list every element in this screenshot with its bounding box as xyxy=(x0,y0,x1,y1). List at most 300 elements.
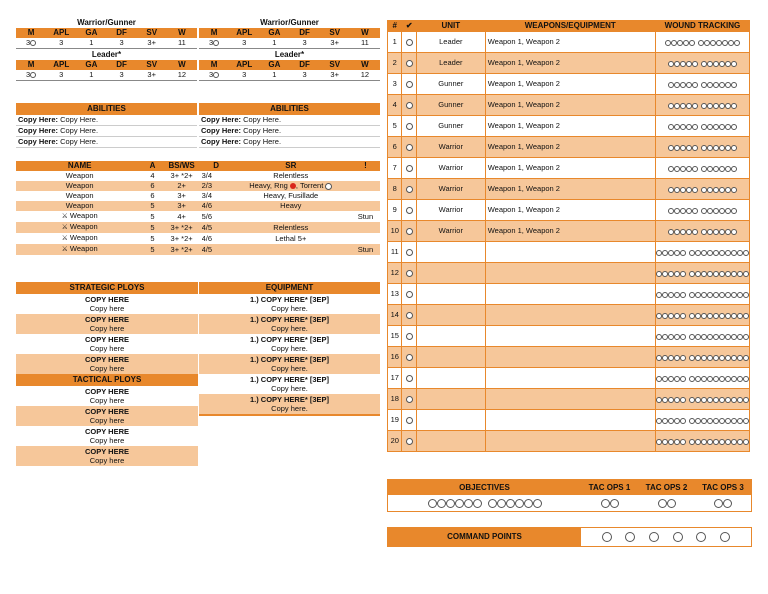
checkbox-circle-icon[interactable] xyxy=(406,291,413,298)
wound-circle-icon[interactable] xyxy=(725,313,731,319)
wound-circle-icon[interactable] xyxy=(713,334,719,340)
wound-circle-icon[interactable] xyxy=(689,40,695,46)
roster-unit: Warrior xyxy=(416,200,485,221)
ability-row xyxy=(199,137,380,148)
stat-header: M xyxy=(199,60,229,70)
wound-tracker xyxy=(655,284,749,305)
tac-ops-circles xyxy=(695,498,751,508)
tac-op-circle-icon[interactable] xyxy=(658,499,667,508)
wound-circle-icon[interactable] xyxy=(731,124,737,130)
wound-circle-icon[interactable] xyxy=(731,355,737,361)
wound-circle-icon[interactable] xyxy=(668,334,674,340)
equipment-text: Copy here. xyxy=(271,324,308,333)
wound-circle-icon[interactable] xyxy=(725,250,731,256)
roster-check xyxy=(402,368,416,389)
crossed-swords-icon: ⚔ xyxy=(61,224,70,231)
checkbox-circle-icon[interactable] xyxy=(406,270,413,277)
wound-circle-icon[interactable] xyxy=(674,292,680,298)
wound-circle-icon[interactable] xyxy=(674,418,680,424)
wound-circle-icon[interactable] xyxy=(707,334,713,340)
weapon-name: Weapon xyxy=(65,171,94,180)
wound-circle-icon[interactable] xyxy=(707,439,713,445)
tac-op-circle-icon[interactable] xyxy=(601,499,610,508)
tac-op-circle-icon[interactable] xyxy=(610,499,619,508)
wound-circle-icon[interactable] xyxy=(743,355,749,361)
wound-circle-icon[interactable] xyxy=(725,376,731,382)
stat-value: 3 xyxy=(59,38,64,47)
wound-circle-icon[interactable] xyxy=(719,313,725,319)
roster-row xyxy=(388,158,750,179)
roster-unit xyxy=(416,368,485,389)
wound-circle-icon[interactable] xyxy=(725,355,731,361)
objective-circle-icon[interactable] xyxy=(464,499,473,508)
wound-circle-icon[interactable] xyxy=(719,334,725,340)
unit-title: Leader* xyxy=(274,50,305,59)
checkbox-circle-icon[interactable] xyxy=(406,165,413,172)
wound-circle-icon[interactable] xyxy=(701,439,707,445)
wound-circle-icon[interactable] xyxy=(731,61,737,67)
roster-unit xyxy=(416,284,485,305)
wound-circle-icon[interactable] xyxy=(689,355,695,361)
wound-circle-icon[interactable] xyxy=(674,271,680,277)
wound-circle-icon[interactable] xyxy=(656,418,662,424)
roster-number: 1 xyxy=(388,32,402,53)
weapon-row xyxy=(16,201,380,211)
checkbox-circle-icon[interactable] xyxy=(406,39,413,46)
wound-circle-icon[interactable] xyxy=(731,376,737,382)
checkbox-circle-icon[interactable] xyxy=(406,228,413,235)
roster-weapons: Weapon 1, Weapon 2 xyxy=(485,95,655,116)
wound-circle-icon[interactable] xyxy=(731,250,737,256)
wound-circle-icon[interactable] xyxy=(662,439,668,445)
wound-circle-icon[interactable] xyxy=(743,250,749,256)
wound-circle-icon[interactable] xyxy=(656,397,662,403)
wound-circle-icon[interactable] xyxy=(737,376,743,382)
weapon-special-rules: Heavy, Rng , Torrent xyxy=(231,181,351,191)
weapon-bs: 3+ *2+ xyxy=(170,171,193,180)
roster-weapons: Weapon 1, Weapon 2 xyxy=(485,116,655,137)
command-point-circle-icon[interactable] xyxy=(649,532,659,542)
wound-circle-icon[interactable] xyxy=(692,208,698,214)
wound-circle-icon[interactable] xyxy=(656,250,662,256)
roster-row xyxy=(388,263,750,284)
wound-circle-icon[interactable] xyxy=(731,229,737,235)
roster-number: 18 xyxy=(388,389,402,410)
wound-circle-icon[interactable] xyxy=(662,313,668,319)
wound-circle-icon[interactable] xyxy=(731,439,737,445)
wound-circle-icon[interactable] xyxy=(680,250,686,256)
wound-circle-icon[interactable] xyxy=(719,418,725,424)
checkbox-circle-icon[interactable] xyxy=(406,81,413,88)
wound-circle-icon[interactable] xyxy=(662,250,668,256)
command-point-circle-icon[interactable] xyxy=(696,532,706,542)
wound-circle-icon[interactable] xyxy=(695,250,701,256)
checkbox-circle-icon[interactable] xyxy=(406,249,413,256)
wound-circle-icon[interactable] xyxy=(689,376,695,382)
wound-circle-icon[interactable] xyxy=(674,439,680,445)
wound-circle-icon[interactable] xyxy=(662,292,668,298)
wound-circle-icon[interactable] xyxy=(689,397,695,403)
wound-circle-icon[interactable] xyxy=(656,355,662,361)
wound-circle-icon[interactable] xyxy=(719,355,725,361)
wound-circle-icon[interactable] xyxy=(674,397,680,403)
roster-check xyxy=(402,221,416,242)
wound-circle-icon[interactable] xyxy=(701,250,707,256)
objective-circle-icon[interactable] xyxy=(506,499,515,508)
wound-circle-icon[interactable] xyxy=(737,292,743,298)
wound-circle-icon[interactable] xyxy=(737,313,743,319)
roster-header: ✔ xyxy=(402,21,416,32)
wound-circle-icon[interactable] xyxy=(725,334,731,340)
wound-circle-icon[interactable] xyxy=(689,313,695,319)
roster-weapons: Weapon 1, Weapon 2 xyxy=(485,74,655,95)
checkbox-circle-icon[interactable] xyxy=(406,102,413,109)
wound-circle-icon[interactable] xyxy=(662,355,668,361)
wound-circle-icon[interactable] xyxy=(713,376,719,382)
objective-circle-icon[interactable] xyxy=(437,499,446,508)
objective-circle-icon[interactable] xyxy=(497,499,506,508)
wound-circle-icon[interactable] xyxy=(719,271,725,277)
weapon-header: BS/WS xyxy=(162,161,202,171)
wound-circle-icon[interactable] xyxy=(719,376,725,382)
wound-circle-icon[interactable] xyxy=(692,61,698,67)
stat-header: W xyxy=(350,60,380,70)
checkbox-circle-icon[interactable] xyxy=(406,333,413,340)
wound-circle-icon[interactable] xyxy=(743,334,749,340)
equipment-item xyxy=(199,374,380,394)
wound-circle-icon[interactable] xyxy=(743,418,749,424)
wound-circle-icon[interactable] xyxy=(713,292,719,298)
wound-tracker xyxy=(655,347,749,368)
wound-circle-icon[interactable] xyxy=(701,397,707,403)
roster-number: 17 xyxy=(388,368,402,389)
ploy-text: Copy here xyxy=(89,304,125,313)
wound-circle-icon[interactable] xyxy=(734,40,740,46)
wound-circle-icon[interactable] xyxy=(680,439,686,445)
wound-circle-icon[interactable] xyxy=(680,313,686,319)
wound-circle-icon[interactable] xyxy=(695,313,701,319)
wound-circle-icon[interactable] xyxy=(743,376,749,382)
wound-circle-icon[interactable] xyxy=(692,166,698,172)
equipment-text: Copy here. xyxy=(271,384,308,393)
wound-circle-icon[interactable] xyxy=(719,250,725,256)
checkbox-circle-icon[interactable] xyxy=(406,417,413,424)
wound-circle-icon[interactable] xyxy=(731,187,737,193)
wound-circle-icon[interactable] xyxy=(668,439,674,445)
wound-circle-icon[interactable] xyxy=(668,418,674,424)
wound-circle-icon[interactable] xyxy=(680,397,686,403)
wound-circle-icon[interactable] xyxy=(731,145,737,151)
wound-circle-icon[interactable] xyxy=(731,313,737,319)
wound-circle-icon[interactable] xyxy=(695,334,701,340)
checkbox-circle-icon[interactable] xyxy=(406,354,413,361)
wound-circle-icon[interactable] xyxy=(719,439,725,445)
objective-circle-icon[interactable] xyxy=(455,499,464,508)
roster-row xyxy=(388,368,750,389)
wound-circle-icon[interactable] xyxy=(692,103,698,109)
wound-tracker xyxy=(655,200,749,221)
wound-circle-icon[interactable] xyxy=(713,439,719,445)
roster-check xyxy=(402,32,416,53)
wound-circle-icon[interactable] xyxy=(701,355,707,361)
stat-value: 3 xyxy=(16,70,46,81)
wound-circle-icon[interactable] xyxy=(713,271,719,277)
wound-circle-icon[interactable] xyxy=(656,271,662,277)
wound-circle-icon[interactable] xyxy=(668,292,674,298)
wound-circle-icon[interactable] xyxy=(674,334,680,340)
wound-circle-icon[interactable] xyxy=(743,292,749,298)
equipment-item xyxy=(199,334,380,354)
wound-circle-icon[interactable] xyxy=(662,418,668,424)
objective-circle-icon[interactable] xyxy=(473,499,482,508)
wound-circle-icon[interactable] xyxy=(725,292,731,298)
wound-circle-icon[interactable] xyxy=(701,376,707,382)
roster-weapons: Weapon 1, Weapon 2 xyxy=(485,221,655,242)
ploy-text: Copy here xyxy=(89,324,125,333)
roster-number: 9 xyxy=(388,200,402,221)
wound-circle-icon[interactable] xyxy=(737,271,743,277)
weapon-bs: 2+ xyxy=(177,181,186,190)
wound-circle-icon[interactable] xyxy=(719,397,725,403)
stat-header: SV xyxy=(137,60,167,70)
wound-circle-icon[interactable] xyxy=(731,271,737,277)
roster-check xyxy=(402,431,416,452)
roster-number: 7 xyxy=(388,158,402,179)
roster-unit: Gunner xyxy=(416,116,485,137)
wound-circle-icon[interactable] xyxy=(692,187,698,193)
wound-circle-icon[interactable] xyxy=(668,397,674,403)
wound-circle-icon[interactable] xyxy=(707,376,713,382)
wound-circle-icon[interactable] xyxy=(668,250,674,256)
abilities-section xyxy=(16,103,380,148)
checkbox-circle-icon[interactable] xyxy=(406,186,413,193)
wound-circle-icon[interactable] xyxy=(668,376,674,382)
wound-circle-icon[interactable] xyxy=(707,313,713,319)
ability-label: Copy Here: xyxy=(201,126,242,135)
wound-circle-icon[interactable] xyxy=(737,418,743,424)
wound-circle-icon[interactable] xyxy=(701,292,707,298)
roster-table xyxy=(387,20,750,452)
weapon-header: SR xyxy=(231,161,351,171)
ability-text: Copy Here. xyxy=(58,115,99,124)
wound-circle-icon[interactable] xyxy=(707,271,713,277)
weapon-header: D xyxy=(202,161,231,171)
wound-circle-icon[interactable] xyxy=(743,271,749,277)
wound-circle-icon[interactable] xyxy=(731,82,737,88)
crossed-swords-icon: ⚔ xyxy=(61,246,70,253)
wound-circle-icon[interactable] xyxy=(725,397,731,403)
checkbox-circle-icon[interactable] xyxy=(406,396,413,403)
wound-circle-icon[interactable] xyxy=(689,271,695,277)
wound-circle-icon[interactable] xyxy=(731,418,737,424)
wound-circle-icon[interactable] xyxy=(692,145,698,151)
equipment-title: 1.) COPY HERE* [3EP] xyxy=(249,375,330,384)
ploy-text: Copy here xyxy=(89,456,125,465)
roster-unit: Leader xyxy=(416,32,485,53)
wound-circle-icon[interactable] xyxy=(674,313,680,319)
wound-circle-icon[interactable] xyxy=(713,313,719,319)
objective-circle-icon[interactable] xyxy=(515,499,524,508)
checkbox-circle-icon[interactable] xyxy=(406,144,413,151)
wound-circle-icon[interactable] xyxy=(713,418,719,424)
wound-circle-icon[interactable] xyxy=(713,397,719,403)
weapon-name: Weapon xyxy=(65,201,94,210)
ability-label: Copy Here: xyxy=(18,137,59,146)
wound-circle-icon[interactable] xyxy=(707,397,713,403)
tac-op-circle-icon[interactable] xyxy=(667,499,676,508)
wound-circle-icon[interactable] xyxy=(701,334,707,340)
checkbox-circle-icon[interactable] xyxy=(406,312,413,319)
command-point-circle-icon[interactable] xyxy=(602,532,612,542)
roster-header: UNIT xyxy=(416,21,485,32)
stat-value: 3+ xyxy=(147,38,156,47)
wound-circle-icon[interactable] xyxy=(692,229,698,235)
wound-circle-icon[interactable] xyxy=(731,103,737,109)
wound-circle-icon[interactable] xyxy=(695,418,701,424)
wound-circle-icon[interactable] xyxy=(680,355,686,361)
wound-circle-icon[interactable] xyxy=(737,334,743,340)
abilities-right xyxy=(199,103,380,148)
wound-circle-icon[interactable] xyxy=(674,250,680,256)
weapon-row xyxy=(16,211,380,222)
wound-circle-icon[interactable] xyxy=(731,397,737,403)
wound-circle-icon[interactable] xyxy=(731,334,737,340)
roster-check xyxy=(402,410,416,431)
wound-circle-icon[interactable] xyxy=(725,271,731,277)
wound-circle-icon[interactable] xyxy=(680,418,686,424)
tac-op-circle-icon[interactable] xyxy=(723,499,732,508)
stat-value: 3 xyxy=(199,38,229,49)
wound-circle-icon[interactable] xyxy=(707,418,713,424)
wound-circle-icon[interactable] xyxy=(707,355,713,361)
objective-circle-icon[interactable] xyxy=(428,499,437,508)
checkbox-circle-icon[interactable] xyxy=(406,375,413,382)
wound-circle-icon[interactable] xyxy=(668,313,674,319)
wound-circle-icon[interactable] xyxy=(737,397,743,403)
roster-number: 15 xyxy=(388,326,402,347)
wound-circle-icon[interactable] xyxy=(701,313,707,319)
roster-unit: Gunner xyxy=(416,74,485,95)
stat-value: 1 xyxy=(272,70,277,79)
ability-label: Copy Here: xyxy=(18,115,59,124)
wound-circle-icon[interactable] xyxy=(692,124,698,130)
abilities-title: ABILITIES xyxy=(199,103,380,115)
wound-circle-icon[interactable] xyxy=(689,334,695,340)
wound-circle-icon[interactable] xyxy=(692,82,698,88)
checkbox-circle-icon[interactable] xyxy=(406,60,413,67)
wound-circle-icon[interactable] xyxy=(689,250,695,256)
wound-circle-icon[interactable] xyxy=(725,439,731,445)
roster-check xyxy=(402,158,416,179)
wound-circle-icon[interactable] xyxy=(701,418,707,424)
objective-circle-icon[interactable] xyxy=(524,499,533,508)
wound-circle-icon[interactable] xyxy=(701,271,707,277)
command-point-circle-icon[interactable] xyxy=(673,532,683,542)
wound-circle-icon[interactable] xyxy=(707,250,713,256)
command-point-circle-icon[interactable] xyxy=(720,532,730,542)
wound-circle-icon[interactable] xyxy=(689,292,695,298)
roster-weapons: Weapon 1, Weapon 2 xyxy=(485,137,655,158)
weapon-attacks: 4 xyxy=(150,171,155,180)
wound-circle-icon[interactable] xyxy=(680,271,686,277)
wound-circle-icon[interactable] xyxy=(695,397,701,403)
wound-circle-icon[interactable] xyxy=(656,439,662,445)
wound-circle-icon[interactable] xyxy=(662,271,668,277)
wound-circle-icon[interactable] xyxy=(743,397,749,403)
wound-circle-icon[interactable] xyxy=(743,313,749,319)
wound-circle-icon[interactable] xyxy=(656,292,662,298)
wound-circle-icon[interactable] xyxy=(737,439,743,445)
objective-circle-icon[interactable] xyxy=(446,499,455,508)
strategic-ploy xyxy=(16,354,198,374)
tac-op-circle-icon[interactable] xyxy=(714,499,723,508)
checkbox-circle-icon[interactable] xyxy=(406,207,413,214)
weapon-damage: 3/4 xyxy=(201,171,213,180)
wound-circle-icon[interactable] xyxy=(680,334,686,340)
wound-tracker xyxy=(655,95,749,116)
weapon-bs: 3+ *2+ xyxy=(170,222,193,232)
objective-circle-icon[interactable] xyxy=(533,499,542,508)
wound-circle-icon[interactable] xyxy=(656,376,662,382)
wound-circle-icon[interactable] xyxy=(743,439,749,445)
wound-circle-icon[interactable] xyxy=(695,292,701,298)
wound-circle-icon[interactable] xyxy=(680,292,686,298)
command-point-circle-icon[interactable] xyxy=(625,532,635,542)
wound-circle-icon[interactable] xyxy=(662,334,668,340)
wound-circle-icon[interactable] xyxy=(737,250,743,256)
wound-circle-icon[interactable] xyxy=(695,355,701,361)
wound-circle-icon[interactable] xyxy=(737,355,743,361)
wound-circle-icon[interactable] xyxy=(668,271,674,277)
wound-circle-icon[interactable] xyxy=(680,376,686,382)
wound-circle-icon[interactable] xyxy=(731,166,737,172)
roster-number: 4 xyxy=(388,95,402,116)
wound-circle-icon[interactable] xyxy=(689,418,695,424)
wound-circle-icon[interactable] xyxy=(674,376,680,382)
movement-circle-icon xyxy=(213,72,219,78)
wound-circle-icon[interactable] xyxy=(668,355,674,361)
checkbox-circle-icon[interactable] xyxy=(406,438,413,445)
wound-circle-icon[interactable] xyxy=(713,250,719,256)
wound-circle-icon[interactable] xyxy=(725,418,731,424)
wound-circle-icon[interactable] xyxy=(695,376,701,382)
wound-circle-icon[interactable] xyxy=(656,334,662,340)
stat-header: M xyxy=(16,28,46,38)
checkbox-circle-icon[interactable] xyxy=(406,123,413,130)
wound-circle-icon[interactable] xyxy=(695,271,701,277)
ability-text: Copy Here. xyxy=(241,137,282,146)
wound-circle-icon[interactable] xyxy=(695,439,701,445)
wound-tracker xyxy=(655,326,749,347)
strategic-ploy xyxy=(16,294,198,314)
wound-circle-icon[interactable] xyxy=(731,292,737,298)
wound-circle-icon[interactable] xyxy=(707,292,713,298)
roster-weapons xyxy=(485,410,655,431)
wound-circle-icon[interactable] xyxy=(719,292,725,298)
wound-circle-icon[interactable] xyxy=(713,355,719,361)
wound-circle-icon[interactable] xyxy=(662,376,668,382)
wound-circle-icon[interactable] xyxy=(656,313,662,319)
roster-unit xyxy=(416,326,485,347)
objectives-box xyxy=(387,479,752,512)
wound-circle-icon[interactable] xyxy=(689,439,695,445)
ploy-text: Copy here xyxy=(89,416,125,425)
wound-circle-icon[interactable] xyxy=(731,208,737,214)
weapon-damage: 4/6 xyxy=(201,201,213,210)
wound-circle-icon[interactable] xyxy=(674,355,680,361)
wound-circle-icon[interactable] xyxy=(662,397,668,403)
objective-circle-icon[interactable] xyxy=(488,499,497,508)
